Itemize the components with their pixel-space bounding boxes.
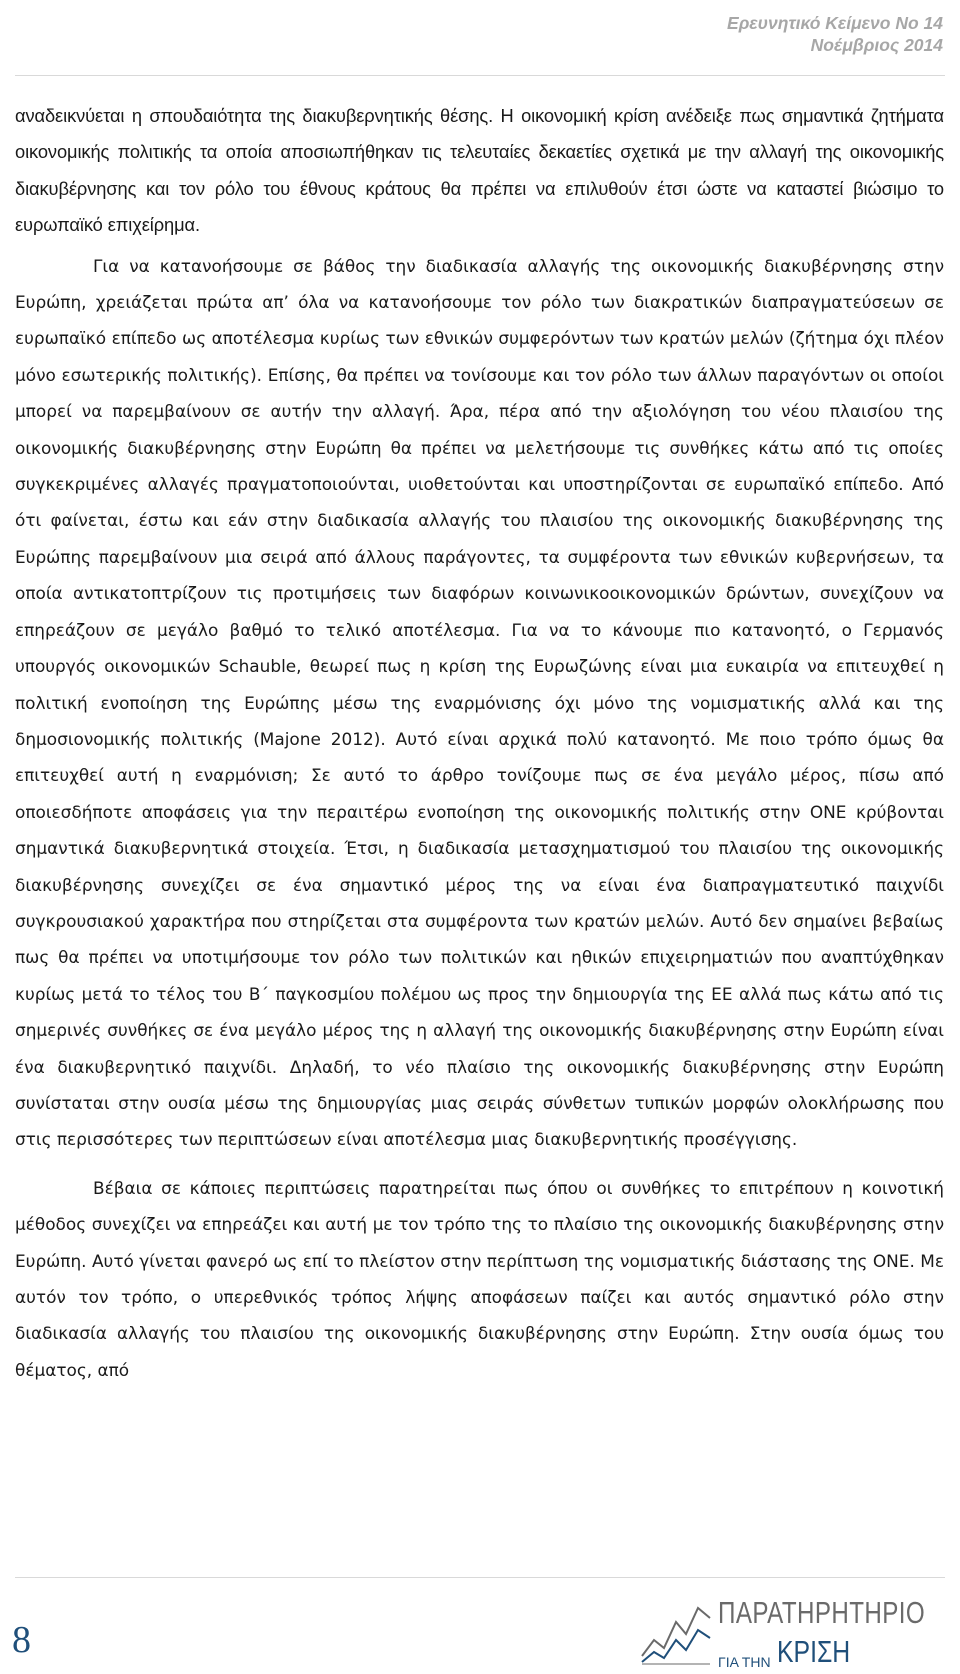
- page-number: 8: [12, 1619, 31, 1661]
- logo-subtitle-big: ΚΡΙΣΗ: [776, 1634, 850, 1669]
- footer-divider: [15, 1577, 945, 1578]
- logo-subtitle-small: ΓΙΑ ΤΗΝ: [718, 1654, 771, 1670]
- logo-subtitle: [718, 1634, 868, 1670]
- header-divider: [15, 75, 945, 76]
- logo-title: ΠΑΡΑΤΗΡΗΤΗΡΙΟ: [718, 1595, 926, 1630]
- header-document-number: Ερευνητικό Κείμενο Νο 14: [727, 13, 943, 33]
- header-date: Νοέμβριος 2014: [810, 35, 943, 55]
- paragraph-3: Βέβαια σε κάποιες περιπτώσεις παρατηρείται πως όπου οι συνθήκες το επιτρέπουν η κοινοτική μέθοδος συνεχίζει να επηρεάζει και αυτή με τον τρόπο της το πλαίσιο της οικονομικής διακυβέρνησης στην Ευρώπη. Αυτό γίνεται φανερό ως επί το πλείστον στην περίπτωση της νομισματικής διάστασης της ΟΝΕ. Με αυτόν τον τρόπο, ο υπερεθνικός τρόπος λήψης αποφάσεων παίζει και αυτός σημαντικό ρόλο στην διαδικασία αλλαγής του πλαισίου της οικονομικής διακυβέρνησης στην Ευρώπη. Στην ουσία όμως του θέματος, από: [15, 1177, 944, 1380]
- logo-chart-icon: [640, 1600, 712, 1666]
- running-header: [727, 12, 943, 56]
- paragraph-2: Για να κατανοήσουμε σε βάθος την διαδικασία αλλαγής της οικονομικής διακυβέρνησης στην Ευρώπη, χρειάζεται πρώτα απ’ όλα να κατανοήσουμε τον ρόλο των διακρατικών διαπραγματεύσεων σε ευρωπαϊκό επίπεδο ως αποτέλεσμα κυρίως των εθνικών συμφερόντων των κρατών μελών (ζήτημα όχι πλέον μόνο εσωτερικής πολιτικής). Επίσης, θα πρέπει να τονίσουμε και τον ρόλο των άλλων παραγόντων οι οποίοι μπορεί να παρεμβαίνουν σε αυτήν την αλλαγή. Άρα, πέρα από την αξιολόγηση του νέου πλαισίου της οικονομικής διακυβέρνησης στην Ευρώπη θα πρέπει να μελετήσουμε τις συνθήκες κάτω από τις οποίες συγκεκριμένες αλλαγές πραγματοποιούνται, υιοθετούνται και υποστηρίζονται σε ευρωπαϊκό επίπεδο. Από ότι φαίνεται, έστω και εάν στην διαδικασία αλλαγής του πλαισίου της οικονομικής διακυβέρνησης της Ευρώπης παρεμβαίνουν μια σειρά από άλλους παράγοντες, τα συμφέροντα των εθνικών κυβερνήσεων, τα οποία αντικατοπτρίζουν τις προτιμήσεις των διαφόρων κοινωνικοοικονομικών δρώντων, συνεχίζουν να επηρεάζουν σε μεγάλο βαθμό το τελικό αποτέλεσμα. Για να το κάνουμε πιο κατανοητό, ο Γερμανός υπουργός οικονομικών Schauble, θεωρεί πως η κρίση της Ευρωζώνης είναι μια ευκαιρία να επιτευχθεί η πολιτική ενοποίηση της Ευρώπης μέσω της εναρμόνισης όχι μόνο της νομισματικής αλλά και της δημοσιονομικής πολιτικής (Majone 2012). Αυτό είναι αρχικά πολύ κατανοητό. Με ποιο τρόπο όμως θα επιτευχθεί αυτή η εναρμόνιση; Σε αυτό το άρθρο τονίζουμε πως σε ένα μεγάλο μέρος, πίσω από οποιεσδήποτε αποφάσεις για την περαιτέρω ενοποίηση της οικονομικής πολιτικής στην ΟΝΕ κρύβονται σημαντικά διακυβερνητικά στοιχεία. Έτσι, η διαδικασία μετασχηματισμού του πλαισίου της οικονομικής διακυβέρνησης συνεχίζει σε ένα σημαντικό μέρος της να είναι ένα διαπραγματευτικό παιχνίδι συγκρουσιακού χαρακτήρα που στηρίζεται στα συμφέροντα των κρατών μελών. Αυτό δεν σημαίνει βεβαίως πως θα πρέπει να υποτιμήσουμε τον ρόλο των πολιτικών και ηθικών επιχειρηματιών που αναπτύχθηκαν κυρίως μετά το τέλος του Β΄ παγκοσμίου πολέμου ως προς την δημιουργία της ΕΕ αλλά πως κάτω από τις σημερινές συνθήκες σε ένα μεγάλο μέρος της η αλλαγή της οικονομικής διακυβέρνησης στην Ευρώπη είναι ένα διακυβερνητικό παιχνίδι. Δηλαδή, το νέο πλαίσιο της οικονομικής διακυβέρνησης στην Ευρώπη συνίσταται στην ουσία μέσω της δημιουργίας μιας σειράς σύνθετων τυπικών μορφών ολοκλήρωσης που στις περισσότερες των περιπτώσεων είναι αποτέλεσμα μιας διακυβερνητικής προσέγγισης.: [15, 255, 944, 1150]
- observatory-logo: [640, 1595, 945, 1670]
- main-text: [15, 98, 944, 1388]
- paragraph-1: αναδεικνύεται η σπουδαιότητα της διακυβερνητικής θέσης. Η οικονομική κρίση ανέδειξε πως σημαντικά ζητήματα οικονομικής πολιτικής τα οποία αποσιωπήθηκαν τις τελευταίες δεκαετίες σχετικά με την αλλαγή της οικονομικής διακυβέρνησης και τον ρόλο του έθνους κράτους θα πρέπει να επιλυθούν έτσι ώστε να καταστεί βιώσιμο το ευρωπαϊκό επιχείρημα.: [15, 105, 944, 236]
